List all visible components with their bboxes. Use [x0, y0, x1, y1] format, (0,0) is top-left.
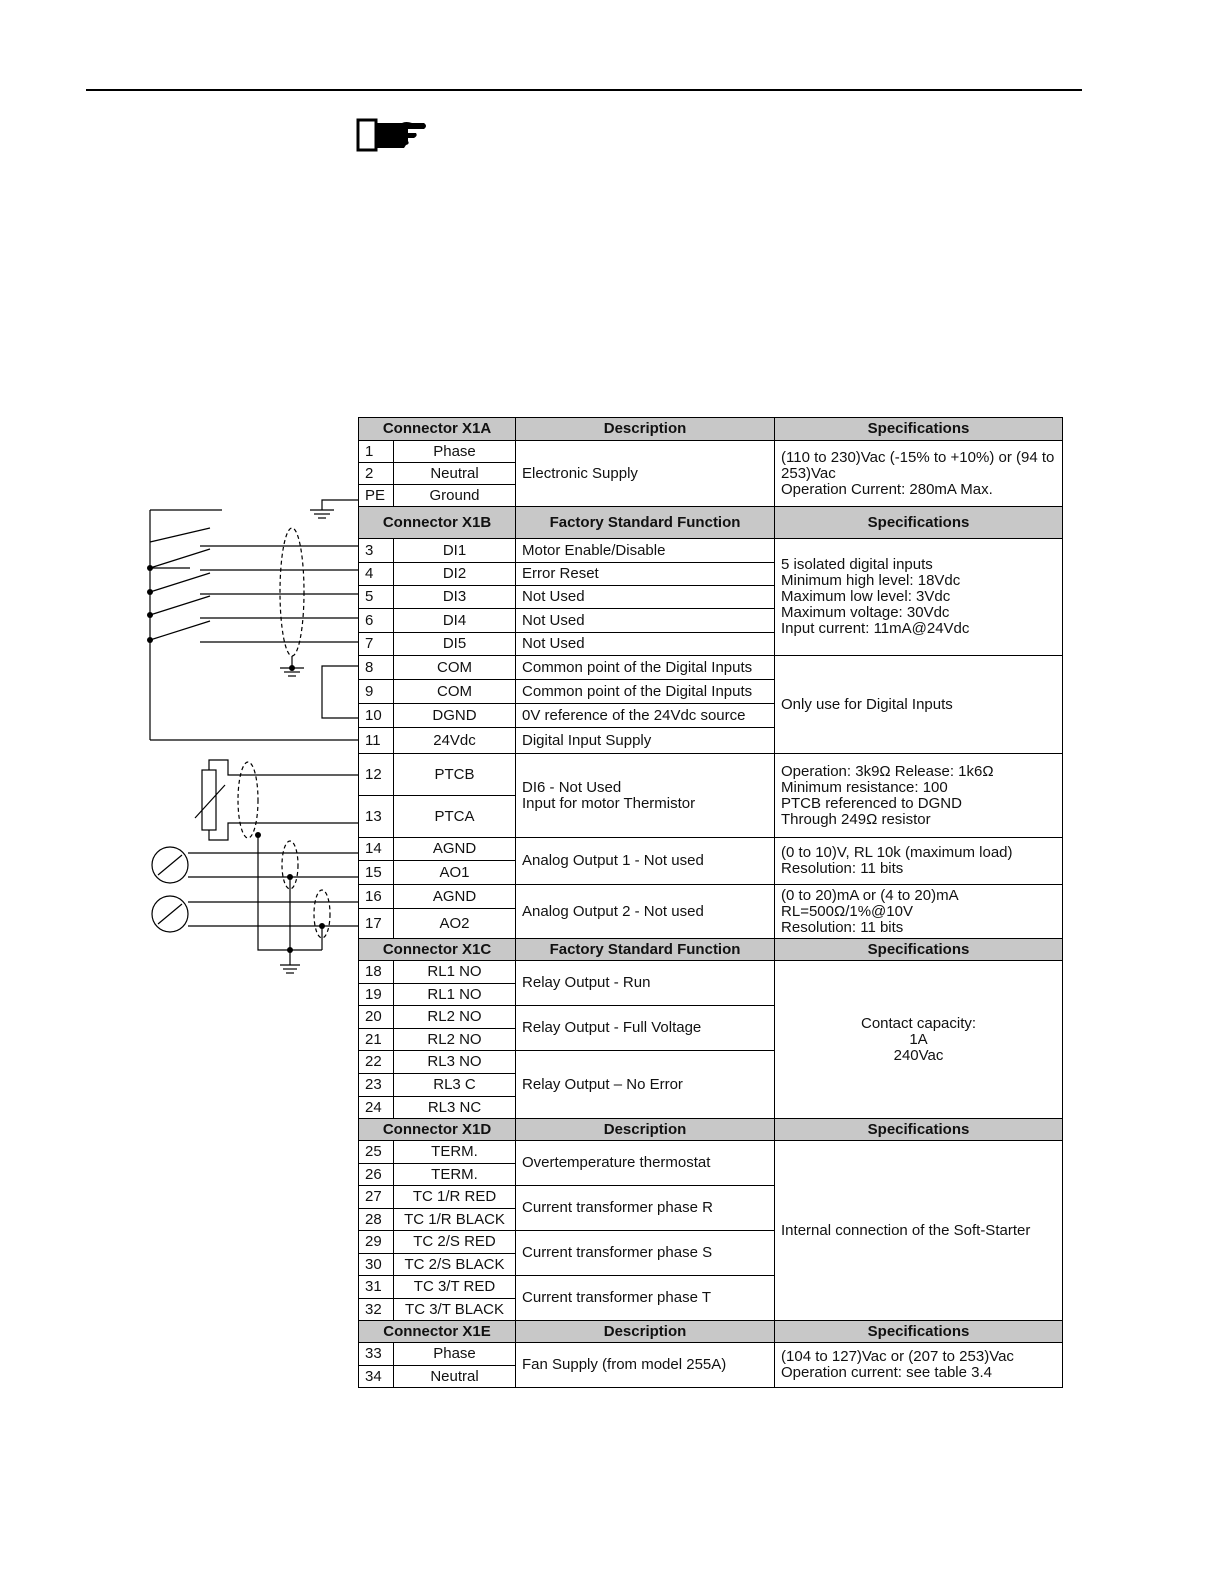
- terminal-number: 13: [359, 796, 394, 838]
- terminal-signal: Ground: [394, 485, 516, 507]
- table-row: [359, 754, 1063, 796]
- x1c-header-row: [359, 939, 1063, 961]
- terminal-signal: Neutral: [394, 463, 516, 485]
- ptc-function: DI6 - Not Used Input for motor Thermistor: [516, 754, 775, 838]
- terminal-signal: TC 1/R RED: [394, 1186, 516, 1209]
- x1a-spec: (110 to 230)Vac (-15% to +10%) or (94 to 253)Vac Operation Current: 280mA Max.: [775, 441, 1063, 507]
- terminal-signal: TC 1/R BLACK: [394, 1209, 516, 1231]
- terminal-number: 8: [359, 656, 394, 680]
- table-row: [359, 961, 1063, 984]
- terminal-signal: DI1: [394, 539, 516, 563]
- terminal-signal: PTCA: [394, 796, 516, 838]
- x1a-function: Electronic Supply: [516, 441, 775, 507]
- x1b-spec-header: Specifications: [775, 507, 1063, 539]
- terminal-signal: AO1: [394, 861, 516, 885]
- x1d-desc-header: Description: [516, 1119, 775, 1141]
- terminal-signal: AGND: [394, 838, 516, 861]
- x1e-spec: (104 to 127)Vac or (207 to 253)Vac Operation current: see table 3.4: [775, 1343, 1063, 1388]
- terminal-number: 30: [359, 1254, 394, 1276]
- terminal-number: 5: [359, 586, 394, 609]
- table-row: [359, 838, 1063, 861]
- rl3-function: Relay Output – No Error: [516, 1051, 775, 1119]
- terminal-signal: TC 2/S RED: [394, 1231, 516, 1254]
- terminal-function: Common point of the Digital Inputs: [516, 656, 775, 680]
- terminal-signal: PTCB: [394, 754, 516, 796]
- terminal-signal: COM: [394, 656, 516, 680]
- terminal-number: 16: [359, 885, 394, 909]
- ao2-spec: (0 to 20)mA or (4 to 20)mA RL=500Ω/1%@10V Resolution: 11 bits: [775, 885, 1063, 939]
- terminal-signal: DI3: [394, 586, 516, 609]
- rl2-function: Relay Output - Full Voltage: [516, 1006, 775, 1051]
- ao1-function: Analog Output 1 - Not used: [516, 838, 775, 885]
- terminal-function: Digital Input Supply: [516, 728, 775, 754]
- wiring-diagram: [140, 480, 365, 990]
- ao2-function: Analog Output 2 - Not used: [516, 885, 775, 939]
- terminal-number: 11: [359, 728, 394, 754]
- terminal-signal: RL3 NO: [394, 1051, 516, 1074]
- terminal-number: 17: [359, 909, 394, 939]
- ct-t-function: Current transformer phase T: [516, 1276, 775, 1321]
- terminal-number: 21: [359, 1029, 394, 1051]
- terminal-signal: Phase: [394, 1343, 516, 1366]
- x1e-desc-header: Description: [516, 1321, 775, 1343]
- terminal-number: 12: [359, 754, 394, 796]
- x1d-title: Connector X1D: [359, 1119, 516, 1141]
- x1c-function-header: Factory Standard Function: [516, 939, 775, 961]
- header-rule: [86, 89, 1082, 91]
- terminal-number: 10: [359, 704, 394, 728]
- ptc-spec: Operation: 3k9Ω Release: 1k6Ω Minimum resistance: 100 PTCB referenced to DGND Through 249Ω resistor: [775, 754, 1063, 838]
- terminal-function: Common point of the Digital Inputs: [516, 680, 775, 704]
- x1c-title: Connector X1C: [359, 939, 516, 961]
- terminal-number: 1: [359, 441, 394, 463]
- x1d-spec-header: Specifications: [775, 1119, 1063, 1141]
- ct-s-function: Current transformer phase S: [516, 1231, 775, 1276]
- terminal-signal: AO2: [394, 909, 516, 939]
- term-function: Overtemperature thermostat: [516, 1141, 775, 1186]
- terminal-number: 9: [359, 680, 394, 704]
- terminal-number: PE: [359, 485, 394, 507]
- x1b-function-header: Factory Standard Function: [516, 507, 775, 539]
- x1b-com-spec: Only use for Digital Inputs: [775, 656, 1063, 754]
- terminal-number: 32: [359, 1299, 394, 1321]
- terminal-number: 29: [359, 1231, 394, 1254]
- table-row: [359, 441, 1063, 463]
- terminal-signal: AGND: [394, 885, 516, 909]
- terminal-signal: RL1 NO: [394, 984, 516, 1006]
- terminal-number: 31: [359, 1276, 394, 1299]
- terminal-number: 26: [359, 1164, 394, 1186]
- terminal-signal: TERM.: [394, 1164, 516, 1186]
- x1b-header-row: [359, 507, 1063, 539]
- ct-r-function: Current transformer phase R: [516, 1186, 775, 1231]
- terminal-number: 28: [359, 1209, 394, 1231]
- terminal-number: 18: [359, 961, 394, 984]
- x1c-spec: Contact capacity: 1A 240Vac: [775, 961, 1063, 1119]
- terminal-table: [358, 417, 1063, 1388]
- terminal-number: 3: [359, 539, 394, 563]
- terminal-number: 2: [359, 463, 394, 485]
- terminal-number: 14: [359, 838, 394, 861]
- terminal-number: 7: [359, 633, 394, 656]
- x1e-header-row: [359, 1321, 1063, 1343]
- terminal-number: 6: [359, 609, 394, 633]
- terminal-function: 0V reference of the 24Vdc source: [516, 704, 775, 728]
- terminal-signal: 24Vdc: [394, 728, 516, 754]
- terminal-number: 23: [359, 1074, 394, 1097]
- terminal-signal: RL2 NO: [394, 1006, 516, 1029]
- terminal-signal: DI5: [394, 633, 516, 656]
- table-row: [359, 1343, 1063, 1366]
- pointing-hand-icon: [356, 117, 428, 153]
- terminal-signal: Neutral: [394, 1366, 516, 1388]
- terminal-signal: DGND: [394, 704, 516, 728]
- terminal-signal: TC 3/T RED: [394, 1276, 516, 1299]
- x1a-title: Connector X1A: [359, 418, 516, 441]
- terminal-number: 34: [359, 1366, 394, 1388]
- x1a-header-row: [359, 418, 1063, 441]
- terminal-function: Not Used: [516, 633, 775, 656]
- terminal-number: 15: [359, 861, 394, 885]
- terminal-function: Not Used: [516, 586, 775, 609]
- terminal-number: 19: [359, 984, 394, 1006]
- rl1-function: Relay Output - Run: [516, 961, 775, 1006]
- x1b-title: Connector X1B: [359, 507, 516, 539]
- terminal-signal: DI4: [394, 609, 516, 633]
- x1e-title: Connector X1E: [359, 1321, 516, 1343]
- terminal-signal: RL2 NO: [394, 1029, 516, 1051]
- terminal-number: 25: [359, 1141, 394, 1164]
- ao1-spec: (0 to 10)V, RL 10k (maximum load) Resolution: 11 bits: [775, 838, 1063, 885]
- table-row: [359, 539, 1063, 563]
- terminal-signal: RL3 NC: [394, 1097, 516, 1119]
- terminal-signal: COM: [394, 680, 516, 704]
- terminal-signal: TERM.: [394, 1141, 516, 1164]
- fan-function: Fan Supply (from model 255A): [516, 1343, 775, 1388]
- x1c-spec-header: Specifications: [775, 939, 1063, 961]
- terminal-signal: RL1 NO: [394, 961, 516, 984]
- terminal-function: Error Reset: [516, 563, 775, 586]
- terminal-signal: TC 3/T BLACK: [394, 1299, 516, 1321]
- x1b-di-spec: 5 isolated digital inputs Minimum high level: 18Vdc Maximum low level: 3Vdc Maximum voltage: 30Vdc Input current: 11mA@24Vdc: [775, 539, 1063, 656]
- x1e-spec-header: Specifications: [775, 1321, 1063, 1343]
- x1d-header-row: [359, 1119, 1063, 1141]
- terminal-number: 27: [359, 1186, 394, 1209]
- x1a-desc-header: Description: [516, 418, 775, 441]
- x1d-spec: Internal connection of the Soft-Starter: [775, 1141, 1063, 1321]
- terminal-signal: Phase: [394, 441, 516, 463]
- terminal-number: 4: [359, 563, 394, 586]
- terminal-signal: TC 2/S BLACK: [394, 1254, 516, 1276]
- terminal-number: 20: [359, 1006, 394, 1029]
- table-row: [359, 656, 1063, 680]
- terminal-signal: RL3 C: [394, 1074, 516, 1097]
- table-row: [359, 885, 1063, 909]
- terminal-number: 33: [359, 1343, 394, 1366]
- terminal-signal: DI2: [394, 563, 516, 586]
- terminal-function: Motor Enable/Disable: [516, 539, 775, 563]
- terminal-number: 24: [359, 1097, 394, 1119]
- terminal-number: 22: [359, 1051, 394, 1074]
- x1a-spec-header: Specifications: [775, 418, 1063, 441]
- table-row: [359, 1141, 1063, 1164]
- terminal-function: Not Used: [516, 609, 775, 633]
